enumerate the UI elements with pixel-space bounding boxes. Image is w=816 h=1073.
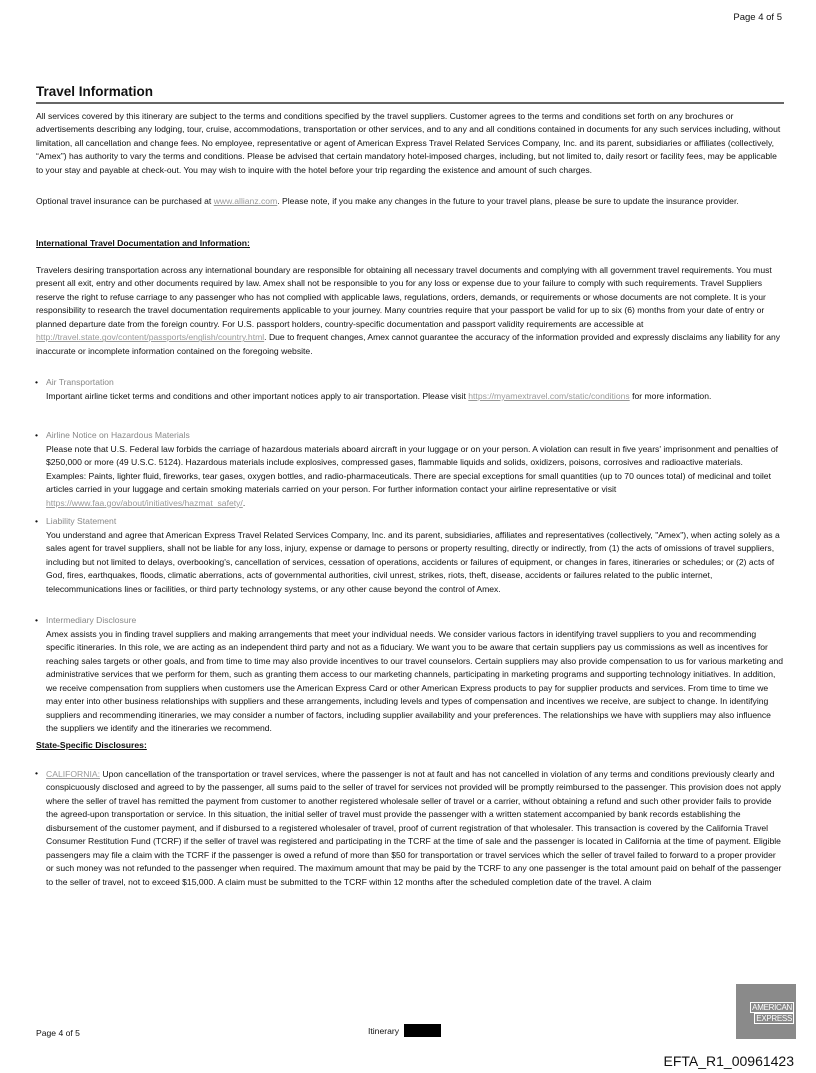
document-id: EFTA_R1_00961423 <box>663 1053 794 1069</box>
footer-itinerary-label: Itinerary <box>368 1026 400 1036</box>
bullet: • <box>35 615 39 625</box>
allianz-link[interactable]: www.allianz.com <box>213 196 278 206</box>
california-paragraph <box>46 768 784 889</box>
hazmat-text-end: . <box>242 497 246 508</box>
california-text: Upon cancellation of the transportation or travel services, where the passenger is not at fault and has not cancelled in violation of any terms and conditions previously clearly and conspicuously disclosed and agreed to by the passenger, all sums paid to the seller of travel for services not provided will be promptly reimbursed to the passenger. This provision does not apply where the seller of travel has remitted the payment from customer to another registered wholesale seller of travel or a carrier, without obtaining a refund and such other provider fails to provide the agreed-upon transportation or service. In this situation, the initial seller of travel must provide the passenger with a written statement accompanied by bank records establishing the disbursement of the customer payment, and if disbursed to a registered wholesaler of travel, proof of current registration of that wholesaler. This transaction is covered by the California Travel Consumer Restitution Fund (TCRF) if the seller of travel was registered and participating in the TCRF at the time of sale and the passenger is located in California at the time of payment. Eligible passengers may file a claim with the TCRF if the passenger is owed a refund of more than $50 for transportation or travel services which the seller of travel failed to forward to a proper provider or such money was not refunded to the passenger when required. The maximum amount that may be paid by the TCRF to any one passenger is the total amount paid on behalf of the passenger to the seller of travel, not to exceed $15,000. A claim must be submitted to the TCRF within 12 months after the scheduled completion date of the travel. A claim <box>46 769 782 887</box>
intl-heading: International Travel Documentation and Information: <box>36 238 250 248</box>
intermediary-paragraph: Amex assists you in finding travel suppliers and making arrangements that meet your individual needs. We consider various factors in identifying travel suppliers to you and recommending specific itineraries. In this role, we are acting as an independent third party and not as a fiduciary. We want you to be aware that certain suppliers pay us commissions as well as incentives for reaching sales targets or other goals, and from time to time may also provide incentives to our travel counselors. Certain suppliers may also provide compensation to us for various marketing and administrative services that we perform for them, such as granting them access to our marketing channels, participating in marketing programs and supporting technology initiatives. In addition, we receive compensation from suppliers when customers use the American Express Card or other American Express products to pay for supplier products and services. From time to time we may enter into other business relationships with suppliers and these arrangements, including levels and types of compensation and incentives we receive, are subject to change. In identifying suppliers and recommending itineraries, we may consider a number of factors, including supplier availability and your preferences. The relationships we have with suppliers may also influence the suppliers we identify and the itineraries we recommend. <box>46 629 784 734</box>
state-heading: State-Specific Disclosures: <box>36 740 147 750</box>
insurance-text-end: . Please note, if you make any changes in the future to your travel plans, please be sure to update the insurance provider. <box>277 196 739 206</box>
bullet: • <box>35 430 39 440</box>
intl-text-end: . Due to frequent changes, Amex cannot guarantee the accuracy of the information provided and expressly disclaims any liability for any inaccurate or incomplete information contained on the foregoing website. <box>36 332 781 356</box>
intermediary-heading: Intermediary Disclosure <box>46 615 137 625</box>
hazmat-heading: Airline Notice on Hazardous Materials <box>46 430 190 440</box>
intro-paragraph: All services covered by this itinerary are subject to the terms and conditions specified by the travel suppliers. Customer agrees to the terms and conditions set forth on any brochures or advertisements describing any lodging, tour, cruise, accommodations, transportation or other services, and to any and all conditions contained in documents for any such services including, without limitation, all cancellation and change fees. No employee, representative or agent of American Express Travel Related Services Company, Inc. and its parent, subsidiaries or affiliates (collectively, “Amex”) has authority to vary the terms and conditions. Please be advised that certain mandatory hotel-imposed charges, including, but not limited to, daily resort or facility fees, may be applicable to your stay and payable at check-out. You may wish to inquire with the hotel before your trip regarding the existence and amount of such charges. <box>36 111 781 175</box>
header-page-number: Page 4 of 5 <box>733 12 782 23</box>
logo-text-express: EXPRESS <box>756 1014 792 1023</box>
travel-state-link[interactable]: http://travel.state.gov/content/passports/english/country.html <box>36 332 265 343</box>
insurance-text: Optional travel insurance can be purchased at <box>36 196 214 206</box>
amex-conditions-link[interactable]: https://myamextravel.com/static/conditions <box>468 391 630 401</box>
redacted-itinerary-number <box>404 1024 441 1037</box>
air-text: Important airline ticket terms and conditions and other important notices apply to air transportation. Please visit <box>46 391 469 401</box>
liability-paragraph: You understand and agree that American Express Travel Related Services Company, Inc. and its parent, subsidiaries, affiliates and representatives (collectively, "Amex"), when acting solely as a sales agent for travel suppliers, shall not be liable for any loss, injury, expense or damage to persons or property resulting, directly or indirectly, from (1) the acts of omissions of travel suppliers, including but not limited to delays, overbooking's, cancellation of services, cessation of operations, accidents or failures of equipment, or changes in fares, itineraries or schedules; or (2) acts of God, fires, earthquakes, floods, climatic aberrations, acts of governmental authorities, civil unrest, strikes, riots, theft, disease, accidents or failures related to the public internet, telecommunications lines or facilities, or third party technology systems, or any other cause beyond the control of Amex. <box>46 530 780 594</box>
insurance-paragraph <box>36 195 784 208</box>
intl-paragraph <box>36 264 784 358</box>
title-divider <box>36 102 784 104</box>
bullet: • <box>35 768 39 778</box>
bullet: • <box>35 516 39 526</box>
footer-page-number: Page 4 of 5 <box>36 1028 80 1038</box>
bullet: • <box>35 377 39 387</box>
faa-hazmat-link[interactable]: https://www.faa.gov/about/initiatives/hazmat_safety/ <box>46 497 243 508</box>
logo-text-american: AMERICAN <box>752 1003 792 1012</box>
page-title: Travel Information <box>36 84 154 99</box>
american-express-logo <box>736 984 796 1039</box>
air-paragraph <box>46 390 784 403</box>
hazmat-text: Please note that U.S. Federal law forbids the carriage of hazardous materials aboard aircraft in your luggage or on your person. A violation can result in five years' imprisonment and penalties of $250,000 or more (49 U.S.C. 5124). Hazardous materials include explosives, compressed gases, flammable liquids and solids, oxidizers, poisons, corrosives and radioactive materials. Examples: Paints, lighter fluid, fireworks, tear gases, oxygen bottles, and radio-pharmaceuticals. There are special exceptions for small quantities (up to 70 ounces total) of medicinal and toilet articles carried in your luggage and certain smoking materials carried on your person. For further information contact your airline representative or visit <box>46 444 779 495</box>
air-text-end: for more information. <box>629 391 712 401</box>
liability-heading: Liability Statement <box>46 516 117 526</box>
california-label[interactable]: CALIFORNIA: <box>46 769 100 779</box>
hazmat-paragraph <box>46 443 784 510</box>
air-heading: Air Transportation <box>46 377 114 387</box>
intl-text: Travelers desiring transportation across any international boundary are responsible for obtaining all necessary travel documents and complying with all government travel requirements. You must present all exit, entry and other documents required by law. Amex shall not be responsible to you for any loss or expense due to your failure to comply with such requirements. Travel Suppliers reserve the right to refuse carriage to any passenger who has not complied with applicable laws, regulations, orders, demands, or requirements or whose documents are not complete. It is your responsibility to research the travel documentation requirements applicable to your journey. Many countries require that your passport be valid for up to six (6) months from your date of entry or planned departure date from the foreign country. For U.S. passport holders, country-specific documentation and passport validity requirements are accessible at <box>36 265 772 329</box>
